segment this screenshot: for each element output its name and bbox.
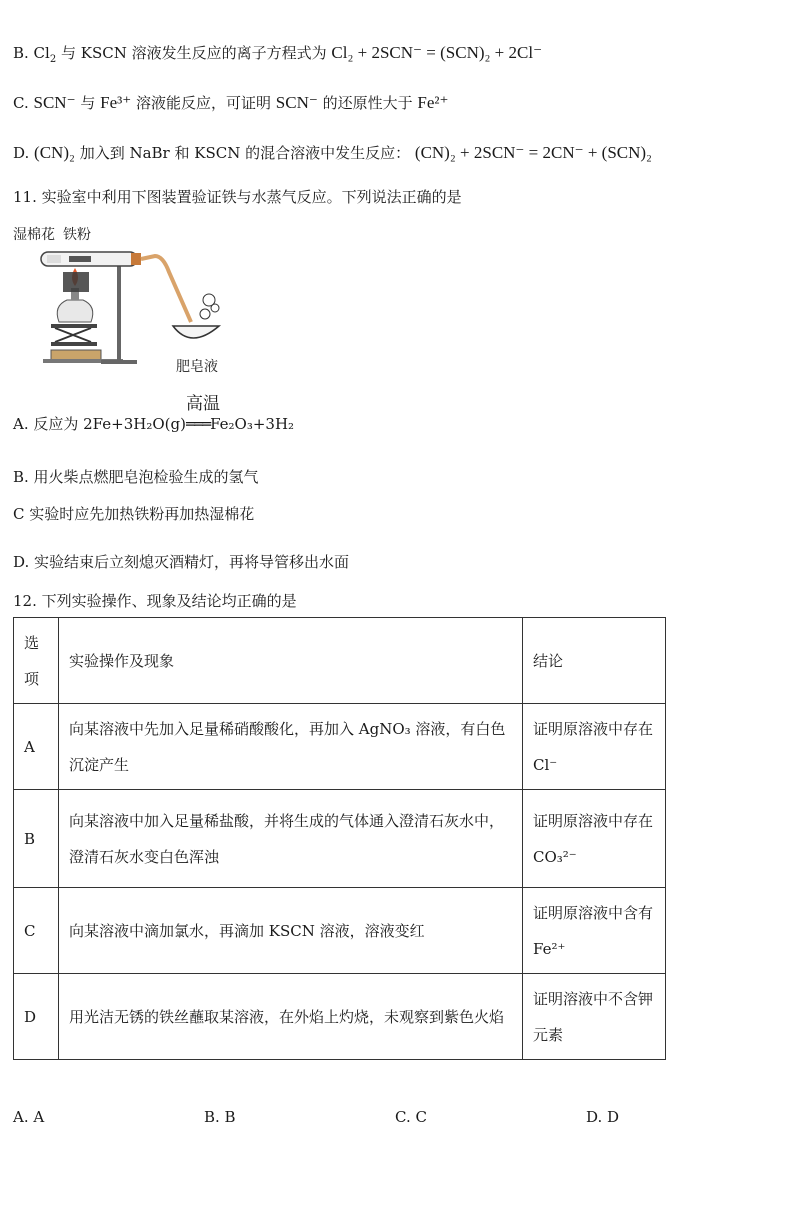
q10-c-text4: 溶液能反应，可证明 [135, 94, 271, 112]
q10-c-ion3: SCN⁻ [275, 93, 318, 112]
table-header [14, 618, 666, 704]
row-option: A [14, 704, 59, 790]
row-option: D [14, 974, 59, 1060]
table-row [14, 974, 666, 1060]
row-conclusion: 证明原溶液中存在 Cl⁻ [523, 704, 666, 790]
row-operation: 向某溶液中滴加氯水，再滴加 KSCN 溶液，溶液变红 [59, 888, 523, 974]
q10-d-text: 加入到 NaBr 和 KSCN 的混合溶液中发生反应： [79, 144, 411, 162]
reaction-condition [185, 394, 220, 435]
q10-option-b [13, 42, 542, 71]
q10-b-equation: Cl₂ + 2SCN⁻ = (SCN)₂ + 2Cl⁻ [331, 43, 543, 62]
table-row [14, 790, 666, 888]
q10-c-ion4: Fe²⁺ [417, 93, 449, 112]
table-row [14, 704, 666, 790]
q11-option-c: C 实验时应先加热铁粉再加热湿棉花 [13, 505, 255, 523]
wet-cotton-label: 湿棉花 [13, 227, 55, 243]
equals-sign: ═══ [185, 415, 211, 433]
header-conclusion: 结论 [523, 618, 666, 704]
row-conclusion: 证明原溶液中存在 CO₃²⁻ [523, 790, 666, 888]
q10-c-ion2: Fe³⁺ [100, 93, 132, 112]
choice-c: C. C [395, 1108, 427, 1126]
q10-option-d [13, 142, 652, 164]
q11-option-a [13, 394, 295, 435]
q10-b-prefix: B. Cl [13, 44, 50, 62]
row-option: B [14, 790, 59, 888]
q11-option-b: B. 用火柴点燃肥皂泡检验生成的氢气 [13, 468, 259, 486]
q10-b-text: 与 KSCN 溶液发生反应的离子方程式为 [61, 44, 327, 62]
q10-d-prefix: D. [13, 144, 30, 162]
choice-a: A. A [13, 1108, 45, 1126]
q10-option-c [13, 92, 448, 114]
table-row [14, 888, 666, 974]
condition-label: 高温 [185, 394, 220, 414]
q10-d-equation: (CN)₂ + 2SCN⁻ = 2CN⁻ + (SCN)₂ [414, 143, 652, 162]
choice-b: B. B [204, 1108, 236, 1126]
choice-d: D. D [586, 1108, 620, 1126]
row-conclusion: 证明溶液中不含钾元素 [523, 974, 666, 1060]
iron-powder-label: 铁粉 [63, 227, 91, 243]
q10-b-sub: 2 [49, 54, 57, 65]
q10-c-prefix: C. [13, 94, 29, 112]
q11-option-d: D. 实验结束后立刻熄灭酒精灯，再将导管移出水面 [13, 553, 350, 571]
q10-d-species: (CN)₂ [34, 143, 75, 162]
apparatus-drawing [13, 242, 233, 372]
q11-a-product: Fe₂O₃+3H₂ [210, 415, 295, 433]
q12-table [13, 617, 666, 1060]
row-option: C [14, 888, 59, 974]
q12-stem: 12. 下列实验操作、现象及结论均正确的是 [13, 592, 297, 610]
q10-c-text6: 的还原性大于 [322, 94, 413, 112]
row-operation: 向某溶液中先加入足量稀硝酸酸化，再加入 AgNO₃ 溶液，有白色沉淀产生 [59, 704, 523, 790]
q11-stem: 11. 实验室中利用下图装置验证铁与水蒸气反应。下列说法正确的是 [13, 188, 462, 206]
soap-label: 肥皂液 [176, 359, 218, 375]
q11-a-text: A. 反应为 2Fe+3H₂O(g) [13, 415, 186, 433]
row-operation: 用光洁无锈的铁丝蘸取某溶液，在外焰上灼烧，未观察到紫色火焰 [59, 974, 523, 1060]
row-operation: 向某溶液中加入足量稀盐酸，并将生成的气体通入澄清石灰水中，澄清石灰水变白色浑浊 [59, 790, 523, 888]
apparatus-figure [13, 224, 233, 374]
header-operation: 实验操作及现象 [59, 618, 523, 704]
q10-c-ion1: SCN⁻ [33, 93, 76, 112]
header-option: 选项 [14, 618, 59, 704]
q10-c-text2: 与 [80, 94, 96, 112]
q12-choices [13, 1108, 633, 1130]
row-conclusion: 证明原溶液中含有 Fe²⁺ [523, 888, 666, 974]
